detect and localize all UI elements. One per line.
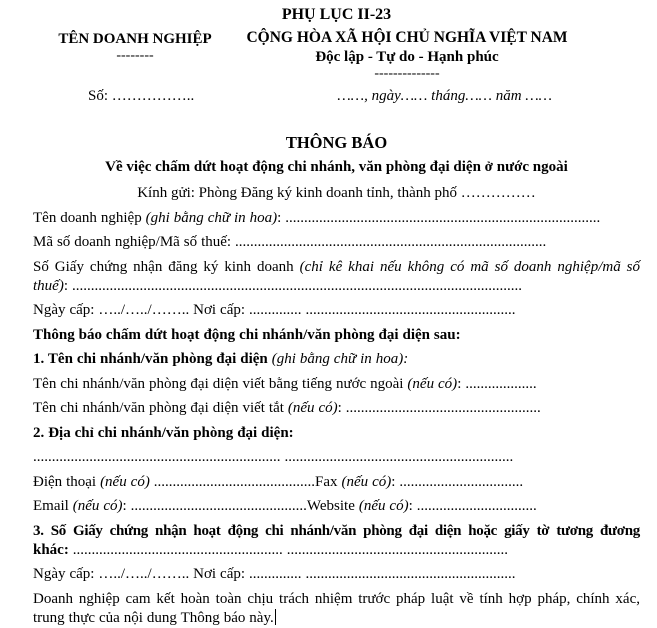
- field-ten-doanh-nghiep: [33, 209, 640, 228]
- section-3-so-giay-chung-nhan-line2: [33, 541, 640, 560]
- text-segment: Tên doanh nghiệp: [33, 209, 146, 226]
- text-segment: 1. Tên chi nhánh/văn phòng đại diện: [33, 351, 272, 367]
- text-segment: trung thực của nội dung Thông báo này.: [33, 609, 274, 626]
- text-segment: Mã số doanh nghiệp/Mã số thuế:: [33, 234, 236, 250]
- text-cursor: [275, 609, 276, 625]
- field-ngay-cap-noi-cap-1: [33, 301, 640, 320]
- text-segment: Ngày cấp: …../…../…….. Nơi cấp:: [33, 302, 249, 318]
- dotted-fill: ..............: [248, 302, 302, 318]
- text-segment: :: [277, 209, 286, 226]
- dotted-fill: ...........................................: [153, 473, 316, 490]
- text-segment: (nếu có): [358, 498, 409, 514]
- document-subtitle: Về việc chấm dứt hoạt động chi nhánh, văn phòng đại diện ở nước ngoài: [105, 159, 568, 175]
- text-segment: (ghi bằng chữ in hoa):: [271, 351, 409, 367]
- divider-dashes: --------: [116, 48, 154, 63]
- field-ten-viet-tat: [33, 399, 640, 418]
- text-segment: :: [391, 473, 400, 490]
- dotted-fill: ...................: [465, 375, 537, 392]
- field-dien-thoai-fax: [33, 473, 640, 492]
- text-segment: Thông báo chấm dứt hoạt động chi nhánh/văn phòng đại diện sau:: [33, 326, 461, 343]
- text-segment: Số Giấy chứng nhận đăng ký kinh doanh: [33, 258, 300, 275]
- dotted-fill: .................................: [399, 473, 524, 490]
- text-segment: (nếu có): [407, 375, 458, 392]
- dotted-fill: ........................................................: [72, 541, 283, 558]
- field-dia-chi-dots: [33, 448, 640, 467]
- text-segment: :: [337, 400, 346, 416]
- document-header: [33, 28, 640, 80]
- dotted-fill: ...........................................................: [286, 541, 508, 558]
- dotted-fill: ................................: [416, 498, 537, 514]
- dotted-fill: .............................................................: [284, 449, 514, 465]
- number-date-row: [33, 87, 640, 106]
- document-number-field: Số: ……………..: [88, 88, 195, 104]
- text-segment: Email: [33, 498, 73, 514]
- salutation-line: Kính gửi: Phòng Đăng ký kinh doanh tỉnh, thành phố ……………: [137, 185, 536, 201]
- dotted-fill: ....................................................: [345, 400, 541, 416]
- text-segment: :: [457, 375, 466, 392]
- text-segment: Doanh nghiệp cam kết hoàn toàn chịu trách nhiệm trước pháp luật về tính hợp pháp, chính xác,: [33, 590, 640, 607]
- text-segment: Điện thoại: [33, 473, 101, 490]
- field-ngay-cap-noi-cap-2: [33, 565, 640, 584]
- national-header-block: [239, 28, 575, 80]
- text-segment: :: [122, 498, 131, 514]
- appendix-title: PHỤ LỤC II-23: [281, 6, 392, 23]
- date-field: ……, ngày…… tháng…… năm ……: [337, 88, 552, 104]
- text-segment: Website: [306, 498, 359, 514]
- text-segment: (nếu có): [100, 473, 150, 490]
- dotted-fill: ........................................................: [305, 566, 516, 582]
- text-segment: thuế): [33, 277, 64, 294]
- text-segment: (nếu có): [72, 498, 123, 514]
- text-segment: :: [63, 277, 72, 294]
- text-segment: Fax: [315, 473, 342, 490]
- dotted-fill: ..................................................................: [33, 449, 281, 465]
- dotted-fill: ..............: [248, 566, 302, 582]
- dotted-fill: ........................................................................................................................: [71, 277, 522, 294]
- text-segment: (nếu có): [341, 473, 392, 490]
- field-email-website: [33, 497, 640, 516]
- dotted-fill: ....................................................................................: [285, 209, 601, 226]
- text-segment: :: [408, 498, 417, 514]
- national-title: CỘNG HÒA XÃ HỘI CHỦ NGHĨA VIỆT NAM: [246, 29, 568, 46]
- company-name-label: TÊN DOANH NGHIỆP: [58, 31, 212, 47]
- text-segment: Ngày cấp: …../…../…….. Nơi cấp:: [33, 566, 249, 582]
- section-2-dia-chi: [33, 424, 640, 443]
- section-1-ten-chi-nhanh: [33, 350, 640, 369]
- text-segment: (nếu có): [287, 400, 338, 416]
- section-thong-bao-cham-dut: [33, 326, 640, 345]
- document-body: [33, 209, 640, 628]
- field-so-giay-chung-nhan-dkkd-line1: [33, 258, 640, 277]
- document-title: THÔNG BÁO: [285, 133, 388, 152]
- text-segment: 3. Số Giấy chứng nhận hoạt động chi nhánh/văn phòng đại diện hoặc giấy tờ tương đương: [33, 522, 640, 539]
- text-segment: khác:: [33, 541, 73, 558]
- field-ma-so-doanh-nghiep: [33, 233, 640, 252]
- dotted-fill: ........................................................: [305, 302, 516, 318]
- dotted-fill: ...................................................................................: [235, 234, 547, 250]
- company-block: [33, 28, 237, 80]
- text-segment: 2. Địa chỉ chi nhánh/văn phòng đại diện:: [33, 424, 294, 441]
- text-segment: Tên chi nhánh/văn phòng đại diện viết tắt: [33, 400, 288, 416]
- text-segment: (chỉ kê khai nếu không có mã số doanh nghiệp/mã số: [299, 258, 640, 275]
- commitment-line2: [33, 609, 640, 628]
- commitment-line1: [33, 590, 640, 609]
- text-segment: (ghi bằng chữ in hoa): [145, 209, 278, 226]
- national-motto: Độc lập - Tự do - Hạnh phúc: [315, 49, 499, 65]
- text-segment: Tên chi nhánh/văn phòng đại diện viết bằng tiếng nước ngoài: [33, 375, 408, 392]
- field-ten-tieng-nuoc-ngoai: [33, 375, 640, 394]
- field-so-giay-chung-nhan-dkkd-line2: [33, 277, 640, 296]
- section-3-so-giay-chung-nhan-line1: [33, 522, 640, 541]
- dotted-fill: ...............................................: [130, 498, 307, 514]
- divider-dashes: --------------: [374, 66, 440, 81]
